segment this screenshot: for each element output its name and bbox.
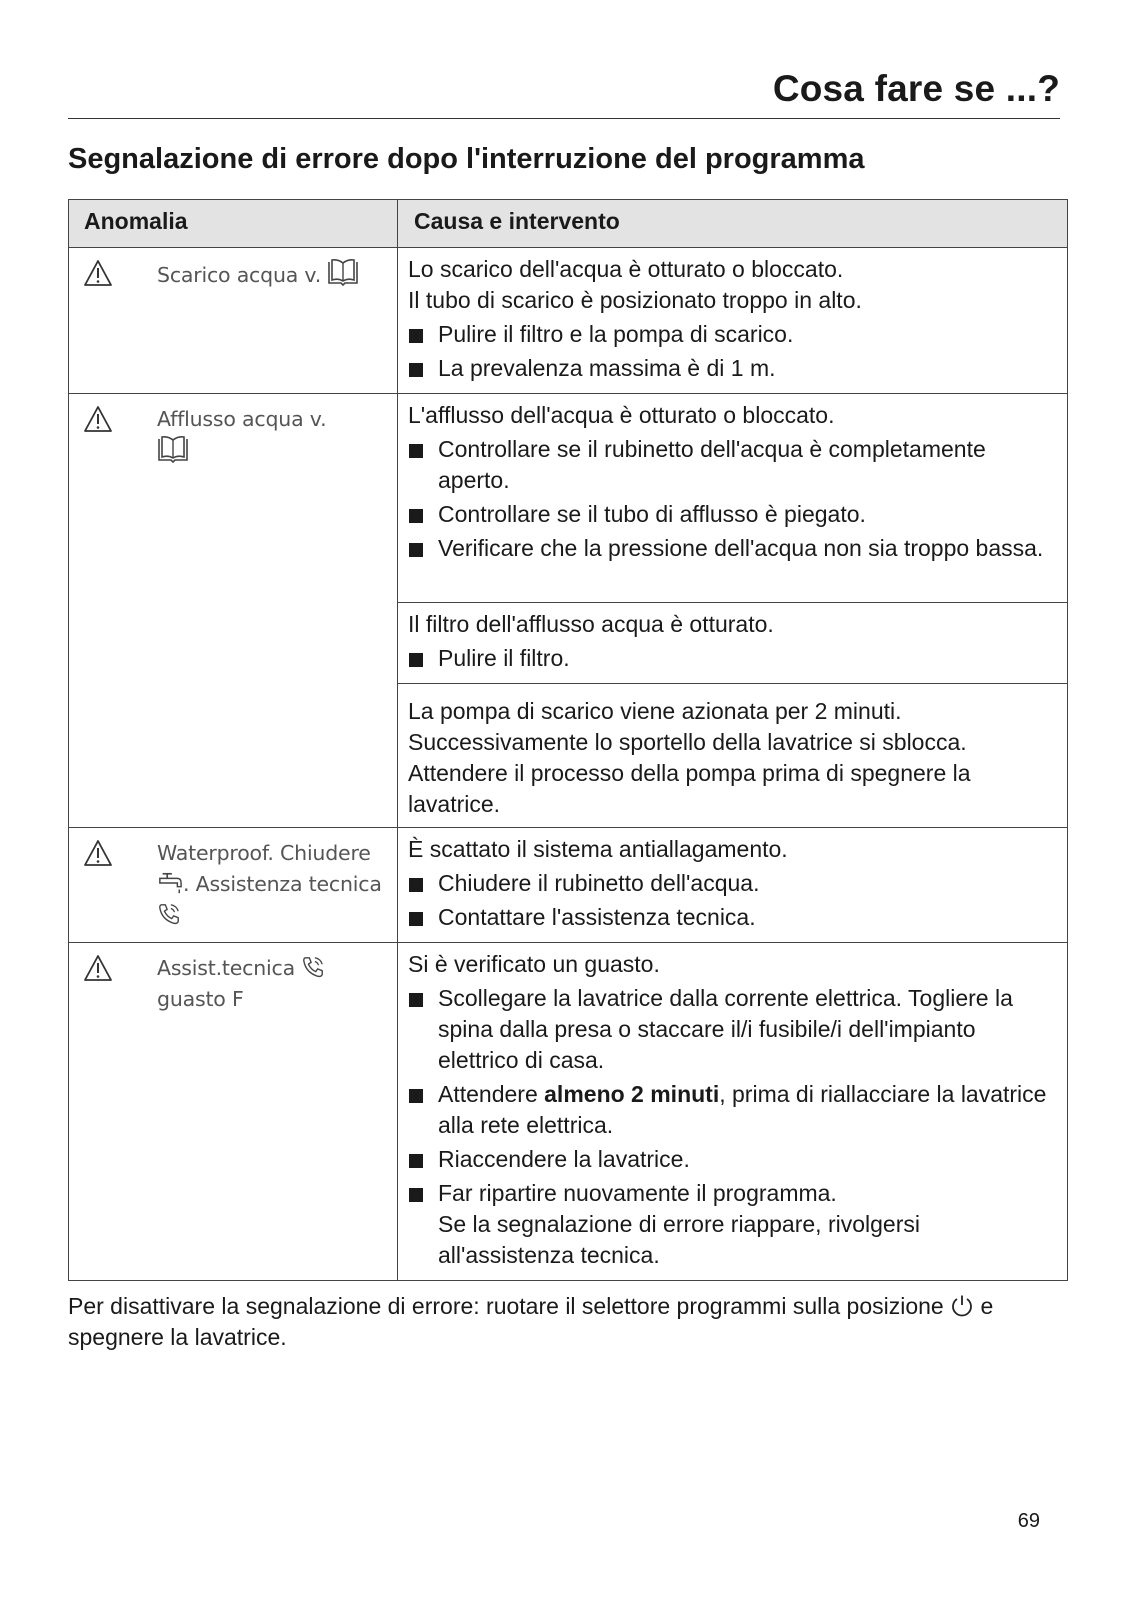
error-table [68, 199, 1068, 1281]
list-item: Chiudere il rubinetto dell'acqua. [408, 868, 1057, 899]
phone-icon [157, 902, 181, 926]
anomaly-cell [69, 394, 398, 828]
anomaly-text: Assist.tecnica guasto F [157, 953, 325, 1015]
power-icon [950, 1294, 974, 1318]
action-list [408, 983, 1057, 1271]
warning-triangle-icon [83, 839, 113, 867]
tap-icon [157, 871, 183, 895]
page-title: Cosa fare se ...? [772, 68, 1060, 109]
cause-cell [398, 828, 1068, 943]
list-item: Pulire il filtro. [408, 643, 1057, 674]
cause-cell [398, 394, 1068, 603]
footnote: Per disattivare la segnalazione di errore: ruotare il selettore programmi sulla posizione e spegnere la lavatrice. [68, 1293, 994, 1350]
list-item: Pulire il filtro e la pompa di scarico. [408, 319, 1057, 350]
action-list [408, 319, 1057, 384]
table-header-row [69, 200, 1068, 248]
anomaly-text: Afflusso acqua v. [157, 404, 326, 468]
header-causa: Causa e intervento [398, 200, 1068, 248]
anomaly-cell [69, 828, 398, 943]
cause-line: L'afflusso dell'acqua è otturato o bloccato. [408, 402, 835, 428]
action-list [408, 643, 1057, 674]
action-list [408, 434, 1057, 564]
warning-triangle-icon [83, 405, 113, 433]
table-row [69, 248, 1068, 394]
cause-cell [398, 684, 1068, 828]
header-anomalia: Anomalia [69, 200, 398, 248]
cause-line: È scattato il sistema antiallagamento. [408, 836, 788, 862]
list-item: Far ripartire nuovamente il programma. Se la segnalazione di errore riappare, rivolgersi all'assistenza tecnica. [408, 1178, 1057, 1271]
cause-line: La pompa di scarico viene azionata per 2 minuti. Successivamente lo sportello della lavatrice si sblocca. Attendere il processo della pompa prima di spegnere la lavatrice. [408, 698, 971, 817]
book-icon [327, 258, 359, 286]
page-header [68, 62, 1060, 119]
cause-line: Il filtro dell'afflusso acqua è otturato. [408, 611, 774, 637]
anomaly-text: Waterproof. Chiudere . Assistenza tecnica [157, 838, 387, 931]
anomaly-cell [69, 248, 398, 394]
cause-cell [398, 603, 1068, 684]
warning-triangle-icon [83, 954, 113, 982]
cause-line: Si è verificato un guasto. [408, 951, 660, 977]
list-item: Riaccendere la lavatrice. [408, 1144, 1057, 1175]
list-item: La prevalenza massima è di 1 m. [408, 353, 1057, 384]
section-title: Segnalazione di errore dopo l'interruzione del programma [68, 143, 865, 175]
cause-cell [398, 248, 1068, 394]
anomaly-text: Scarico acqua v. [157, 258, 359, 291]
book-icon [157, 435, 189, 463]
cause-line: Il tubo di scarico è posizionato troppo in alto. [408, 287, 862, 313]
warning-triangle-icon [83, 259, 113, 287]
action-list [408, 868, 1057, 933]
table-row [69, 828, 1068, 943]
page-number: 69 [1017, 1510, 1040, 1532]
list-item: Scollegare la lavatrice dalla corrente elettrica. Togliere la spina dalla presa o staccare il/i fusibile/i dell'impianto elettrico di casa. [408, 983, 1057, 1076]
list-item: Contattare l'assistenza tecnica. [408, 902, 1057, 933]
table-row [69, 394, 1068, 603]
anomaly-cell [69, 943, 398, 1281]
list-item: Controllare se il tubo di afflusso è piegato. [408, 499, 1057, 530]
list-item: Verificare che la pressione dell'acqua non sia troppo bassa. [408, 533, 1057, 564]
cause-cell [398, 943, 1068, 1281]
list-item: Attendere almeno 2 minuti, prima di riallacciare la lavatrice alla rete elettrica. [408, 1079, 1057, 1141]
list-item: Controllare se il rubinetto dell'acqua è completamente aperto. [408, 434, 1057, 496]
table-row [69, 943, 1068, 1281]
cause-line: Lo scarico dell'acqua è otturato o bloccato. [408, 256, 844, 282]
phone-icon [301, 955, 325, 979]
